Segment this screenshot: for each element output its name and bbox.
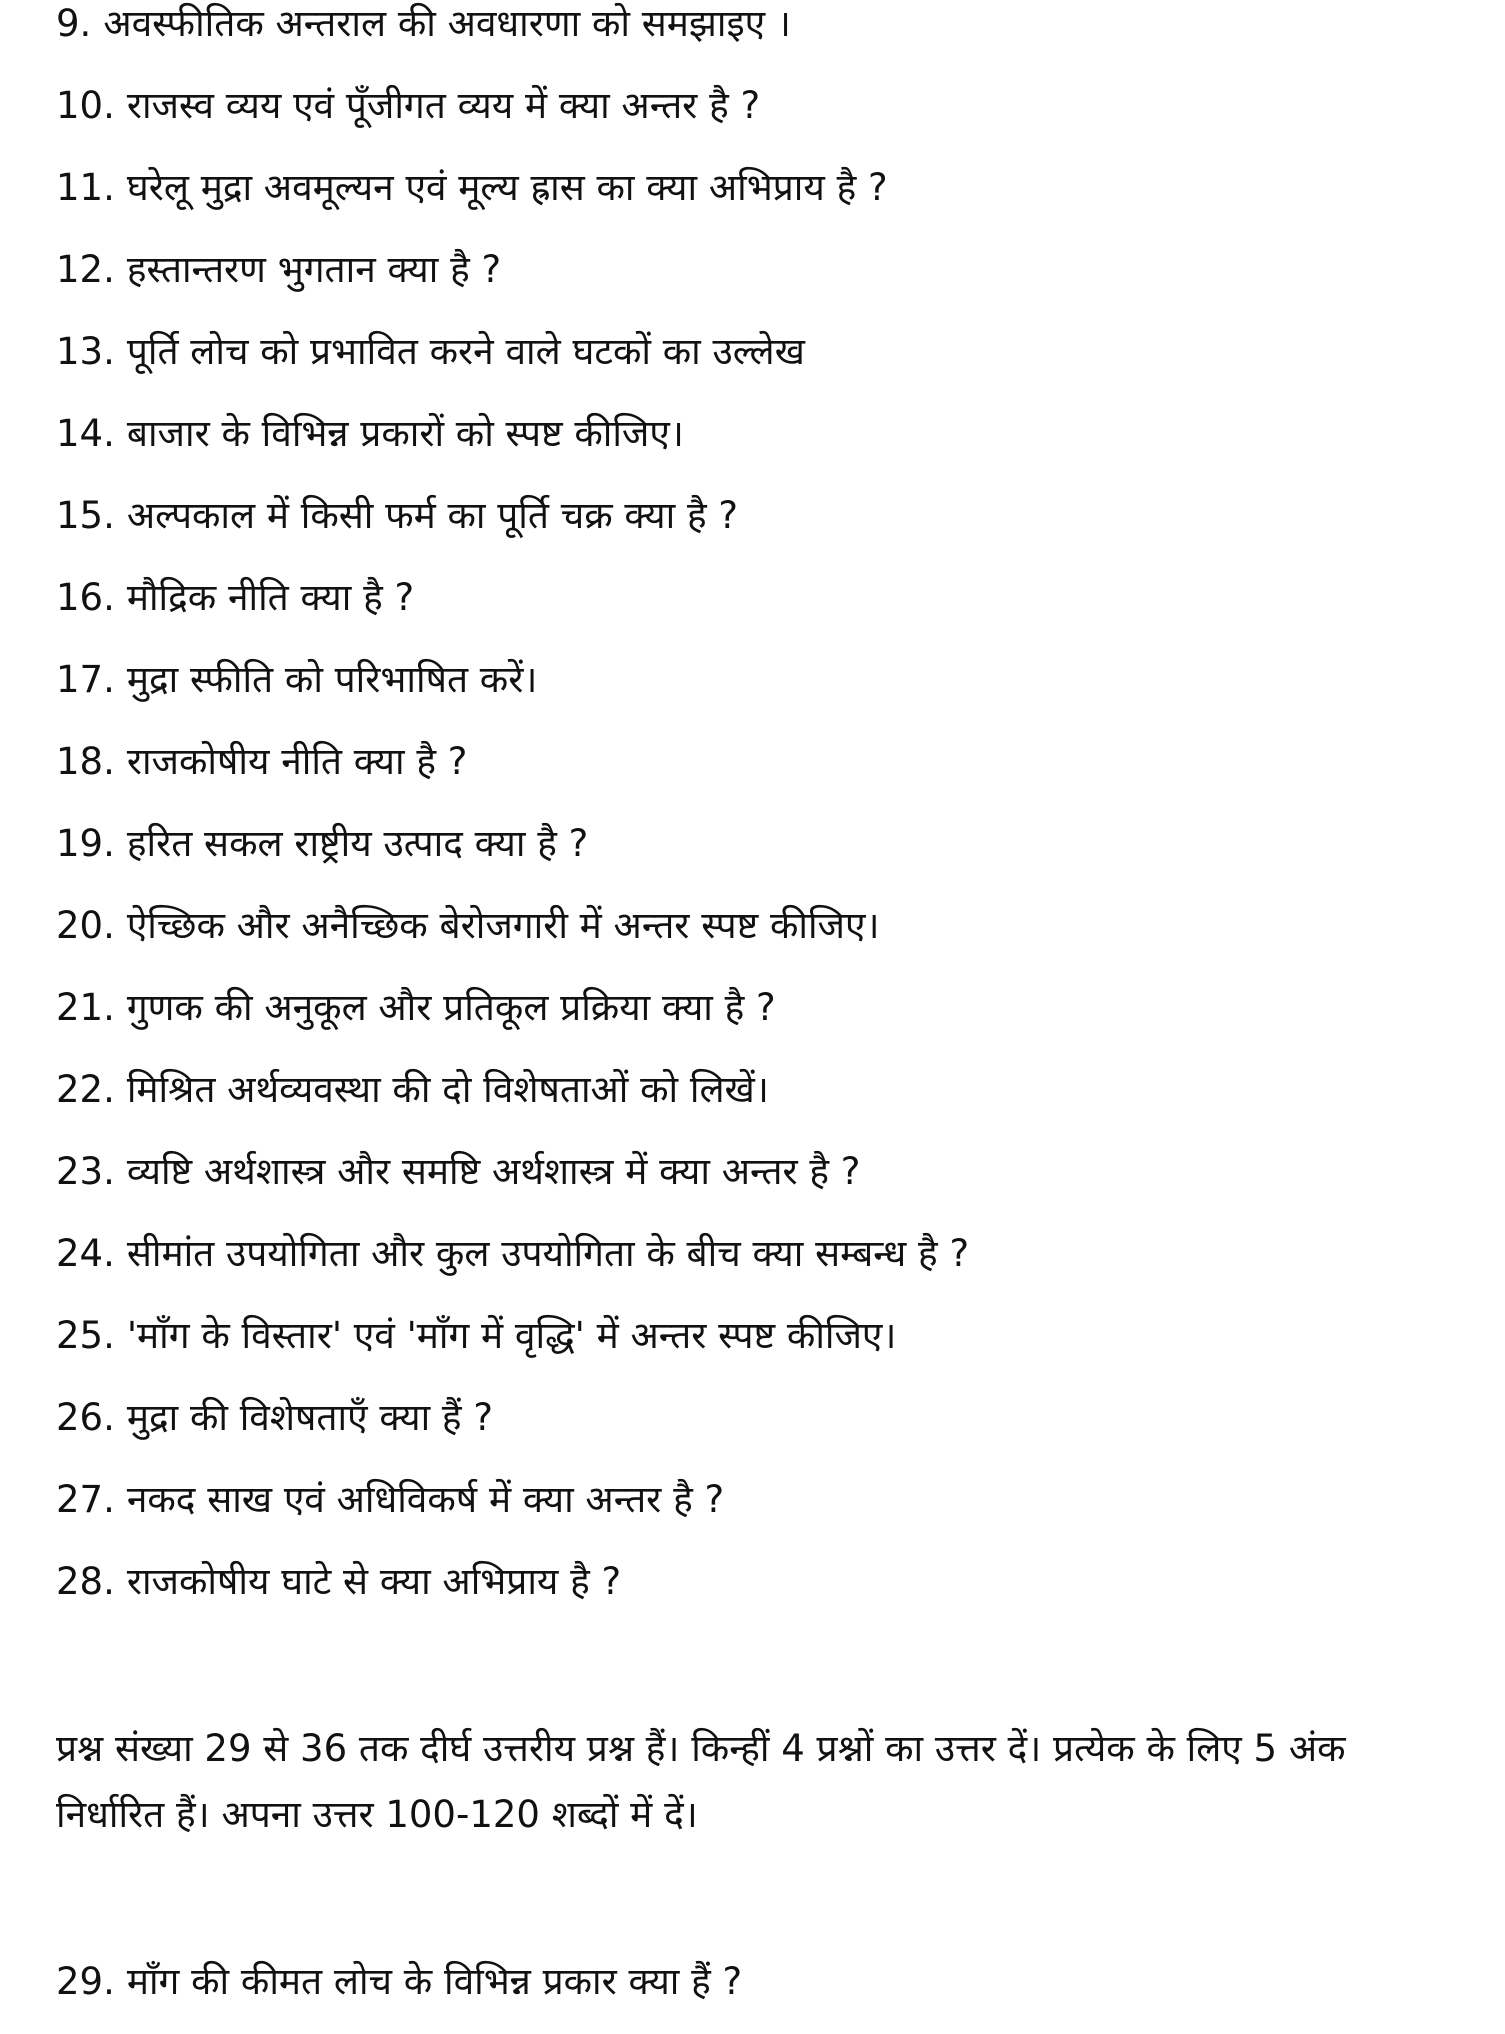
question-text: 'माँग के विस्तार' एवं 'माँग में वृद्धि' में अन्तर स्पष्ट कीजिए। (126, 1314, 897, 1357)
question-item (56, 1312, 1476, 1394)
question-item (56, 246, 1476, 328)
question-text: व्यष्टि अर्थशास्त्र और समष्टि अर्थशास्त्र में क्या अन्तर है ? (126, 1150, 861, 1193)
question-item (56, 82, 1476, 164)
question-number: 22. (56, 1068, 115, 1111)
question-text: माँग की कीमत लोच के विभिन्न प्रकार क्या हैं ? (126, 1960, 743, 2003)
question-text: नकद साख एवं अधिविकर्ष में क्या अन्तर है ? (126, 1478, 725, 1521)
question-text: हस्तान्तरण भुगतान क्या है ? (126, 248, 502, 291)
question-item (56, 492, 1476, 574)
question-number: 29. (56, 1960, 115, 2003)
question-text: अल्पकाल में किसी फर्म का पूर्ति चक्र क्या है ? (126, 494, 739, 537)
question-item (56, 574, 1476, 656)
question-text: मिश्रित अर्थव्यवस्था की दो विशेषताओं को लिखें। (126, 1068, 769, 1111)
question-item (56, 0, 1476, 82)
question-number: 16. (56, 576, 115, 619)
question-number: 15. (56, 494, 115, 537)
question-item (56, 328, 1476, 410)
question-text: गुणक की अनुकूल और प्रतिकूल प्रक्रिया क्या है ? (126, 986, 776, 1029)
question-item (56, 164, 1476, 246)
question-text: ऐच्छिक और अनैच्छिक बेरोजगारी में अन्तर स्पष्ट कीजिए। (126, 904, 880, 947)
question-number: 21. (56, 986, 115, 1029)
question-text: राजकोषीय नीति क्या है ? (126, 740, 468, 783)
section-instruction: प्रश्न संख्या 29 से 36 तक दीर्घ उत्तरीय प्रश्न हैं। किन्हीं 4 प्रश्नों का उत्तर दें। प्रत्येक के लिए 5 अंक निर्धारित हैं। अपना उत्तर 100-120 शब्दों में दें। (56, 1727, 1346, 1836)
question-item (56, 1230, 1476, 1312)
question-item (56, 1476, 1476, 1558)
question-number: 10. (56, 84, 115, 127)
question-item (56, 820, 1476, 902)
question-number: 13. (56, 330, 115, 373)
question-text: पूर्ति लोच को प्रभावित करने वाले घटकों का उल्लेख (126, 330, 805, 373)
question-number: 9. (56, 2, 92, 45)
question-number: 17. (56, 658, 115, 701)
question-text: अवस्फीतिक अन्तराल की अवधारणा को समझाइए । (103, 2, 791, 45)
question-text: राजस्व व्यय एवं पूँजीगत व्यय में क्या अन्तर है ? (126, 84, 761, 127)
question-number: 28. (56, 1560, 115, 1603)
question-text: राजकोषीय घाटे से क्या अभिप्राय है ? (126, 1560, 622, 1603)
question-item (56, 1394, 1476, 1476)
question-item (56, 1066, 1476, 1148)
question-number: 26. (56, 1396, 115, 1439)
question-number: 23. (56, 1150, 115, 1193)
question-text: मुद्रा स्फीति को परिभाषित करें। (126, 658, 538, 701)
question-item (56, 738, 1476, 820)
question-number: 18. (56, 740, 115, 783)
question-number: 27. (56, 1478, 115, 1521)
question-number: 19. (56, 822, 115, 865)
question-item (56, 410, 1476, 492)
question-text: मौद्रिक नीति क्या है ? (126, 576, 415, 619)
question-list (56, 0, 1476, 1640)
question-item (56, 1958, 1456, 2006)
question-number: 12. (56, 248, 115, 291)
question-number: 14. (56, 412, 115, 455)
question-item (56, 1148, 1476, 1230)
question-number: 24. (56, 1232, 115, 1275)
question-text: सीमांत उपयोगिता और कुल उपयोगिता के बीच क्या सम्बन्ध है ? (126, 1232, 970, 1275)
question-item (56, 984, 1476, 1066)
question-item (56, 656, 1476, 738)
question-item (56, 1558, 1476, 1640)
question-text: मुद्रा की विशेषताएँ क्या हैं ? (126, 1396, 493, 1439)
question-text: घरेलू मुद्रा अवमूल्यन एवं मूल्य ह्रास का क्या अभिप्राय है ? (126, 166, 888, 209)
question-item (56, 902, 1476, 984)
question-text: बाजार के विभिन्न प्रकारों को स्पष्ट कीजिए। (126, 412, 684, 455)
question-number: 25. (56, 1314, 115, 1357)
question-number: 11. (56, 166, 115, 209)
question-text: हरित सकल राष्ट्रीय उत्पाद क्या है ? (126, 822, 589, 865)
question-number: 20. (56, 904, 115, 947)
